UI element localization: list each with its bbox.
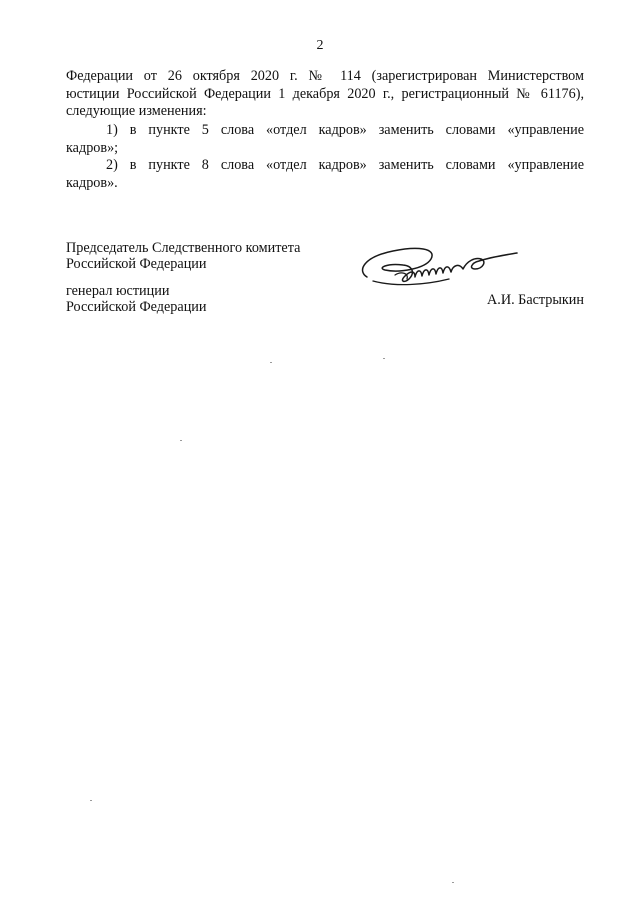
list-item-continuation: кадров». — [66, 174, 118, 191]
paragraph-line: юстиции Российской Федерации 1 декабря 2020 г., регистрационный № 61176), — [66, 85, 584, 102]
list-item — [66, 157, 584, 192]
scan-speck — [180, 440, 182, 441]
handwritten-signature — [355, 235, 530, 295]
paragraph-line: Федерации от 26 октября 2020 г. № 114 (зарегистрирован Министерством — [66, 68, 584, 84]
list-item-first-line: 1) в пункте 5 слова «отдел кадров» заменить словами «управление — [106, 122, 584, 138]
scan-speck — [90, 800, 92, 801]
page-number: 2 — [316, 38, 324, 53]
scan-speck — [383, 358, 385, 359]
scan-speck — [270, 362, 272, 363]
list-item — [66, 122, 584, 157]
list-item-continuation: кадров»; — [66, 139, 119, 156]
paragraph-line: следующие изменения: — [66, 103, 207, 119]
scan-speck — [452, 882, 454, 883]
signatory-rank-line: Российской Федерации — [66, 298, 207, 315]
amendment-paragraph — [66, 68, 584, 121]
signatory-title — [66, 241, 300, 272]
signatory-title-line: Российской Федерации — [66, 255, 207, 272]
signatory-rank-line: генерал юстиции — [66, 283, 170, 299]
signatory-name: А.И. Бастрыкин — [487, 292, 584, 308]
signatory-rank — [66, 284, 206, 315]
signatory-title-line: Председатель Следственного комитета — [66, 240, 301, 256]
list-item-first-line: 2) в пункте 8 слова «отдел кадров» заменить словами «управление — [106, 157, 584, 173]
